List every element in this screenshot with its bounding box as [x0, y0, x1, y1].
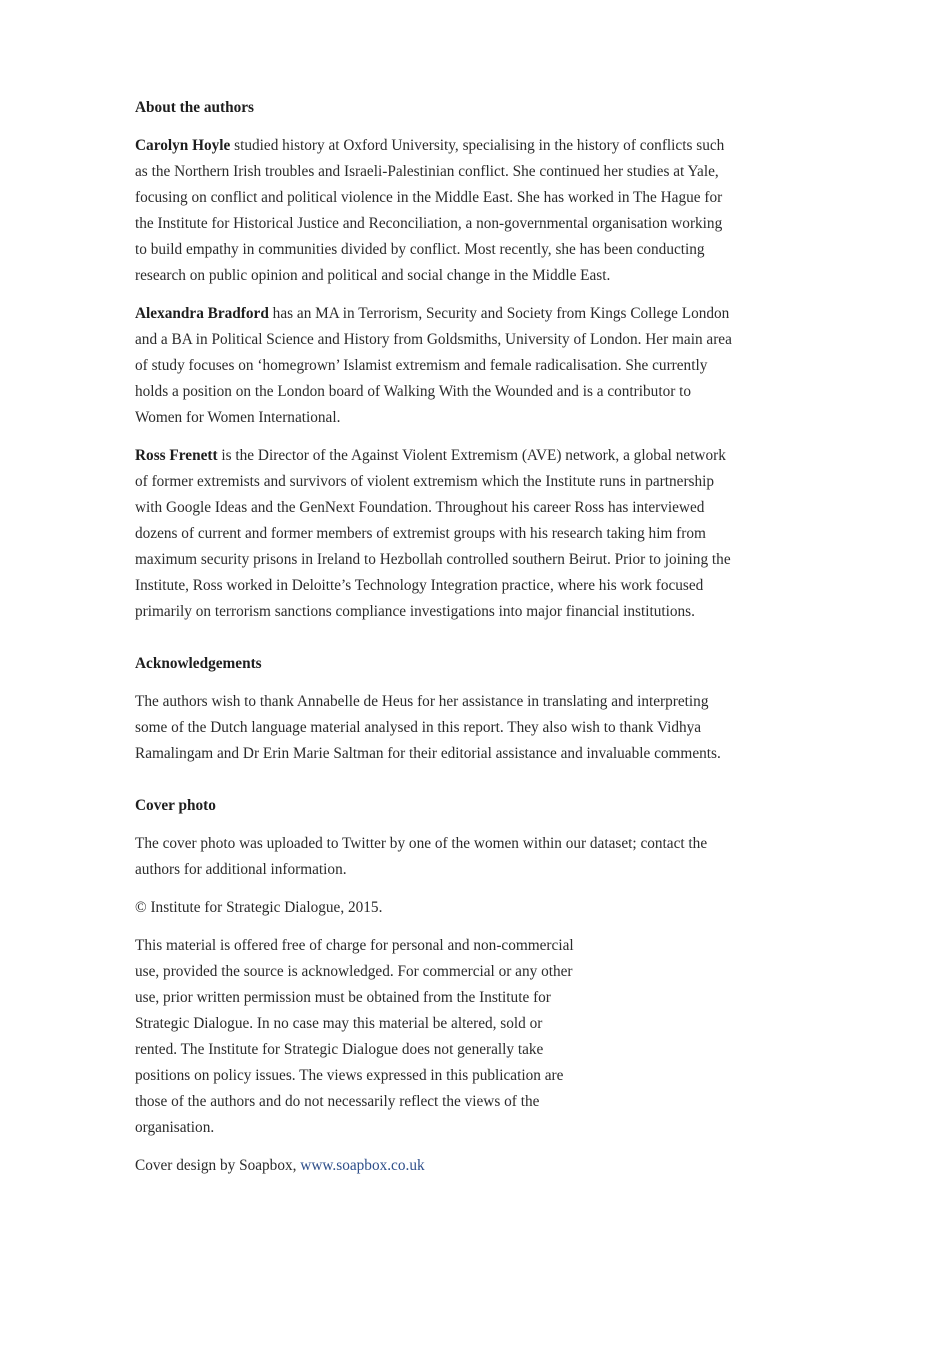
author-bio-hoyle: [135, 133, 735, 289]
author-name: Alexandra Bradford: [135, 305, 269, 322]
cover-design-credit: [135, 1153, 735, 1179]
soapbox-link[interactable]: www.soapbox.co.uk: [300, 1157, 425, 1174]
document-page: [135, 96, 735, 1179]
author-bio-frenett: [135, 443, 735, 625]
author-bio-text: studied history at Oxford University, specialising in the history of conflicts such as the Northern Irish troubles and Israeli-Palestinian conflict. She continued her studies at Yale, focusing on conflict and political violence in the Middle East. She has worked in The Hague for the Institute for Historical Justice and Reconciliation, a non-governmental organisation working to build empathy in communities divided by conflict. Most recently, she has been conducting research on public opinion and political and social change in the Middle East.: [135, 137, 725, 284]
cover-photo-text: The cover photo was uploaded to Twitter by one of the women within our dataset; contact the authors for additional information.: [135, 835, 708, 878]
author-bio-text: is the Director of the Against Violent Extremism (AVE) network, a global network of former extremists and survivors of violent extremism which the Institute runs in partnership with Google Ideas and the GenNext Foundation. Throughout his career Ross has interviewed dozens of current and former members of extremist groups with his research taking him from maximum security prisons in Ireland to Hezbollah controlled southern Beirut. Prior to joining the Institute, Ross worked in Deloitte’s Technology Integration practice, where his work focused primarily on terrorism sanctions compliance investigations into major financial institutions.: [135, 447, 731, 620]
about-authors-heading: About the authors: [135, 99, 254, 116]
credit-text: Cover design by Soapbox,: [135, 1157, 301, 1174]
acknowledgements-text: The authors wish to thank Annabelle de Heus for her assistance in translating and interpreting some of the Dutch language material analysed in this report. They also wish to thank Vidhya Ramalingam and Dr Erin Marie Saltman for their editorial assistance and invaluable comments.: [135, 693, 721, 762]
cover-photo-heading: Cover photo: [135, 797, 216, 814]
disclaimer-text: This material is offered free of charge for personal and non-commercial use, provided the source is acknowledged. For commercial or any other use, prior written permission must be obtained from the Institute for Strategic Dialogue. In no case may this material be altered, sold or rented. The Institute for Strategic Dialogue does not generally take positions on policy issues. The views expressed in this publication are those of the authors and do not necessarily reflect the views of the organisation.: [135, 937, 574, 1136]
acknowledgements-heading: Acknowledgements: [135, 655, 262, 672]
author-name: Carolyn Hoyle: [135, 137, 231, 154]
copyright-notice: © Institute for Strategic Dialogue, 2015.: [135, 899, 383, 916]
author-bio-bradford: [135, 301, 735, 431]
author-name: Ross Frenett: [135, 447, 218, 464]
author-bio-text: has an MA in Terrorism, Security and Society from Kings College London and a BA in Political Science and History from Goldsmiths, University of London. Her main area of study focuses on ‘homegrown’ Islamist extremism and female radicalisation. She currently holds a position on the London board of Walking With the Wounded and is a contributor to Women for Women International.: [135, 305, 732, 426]
